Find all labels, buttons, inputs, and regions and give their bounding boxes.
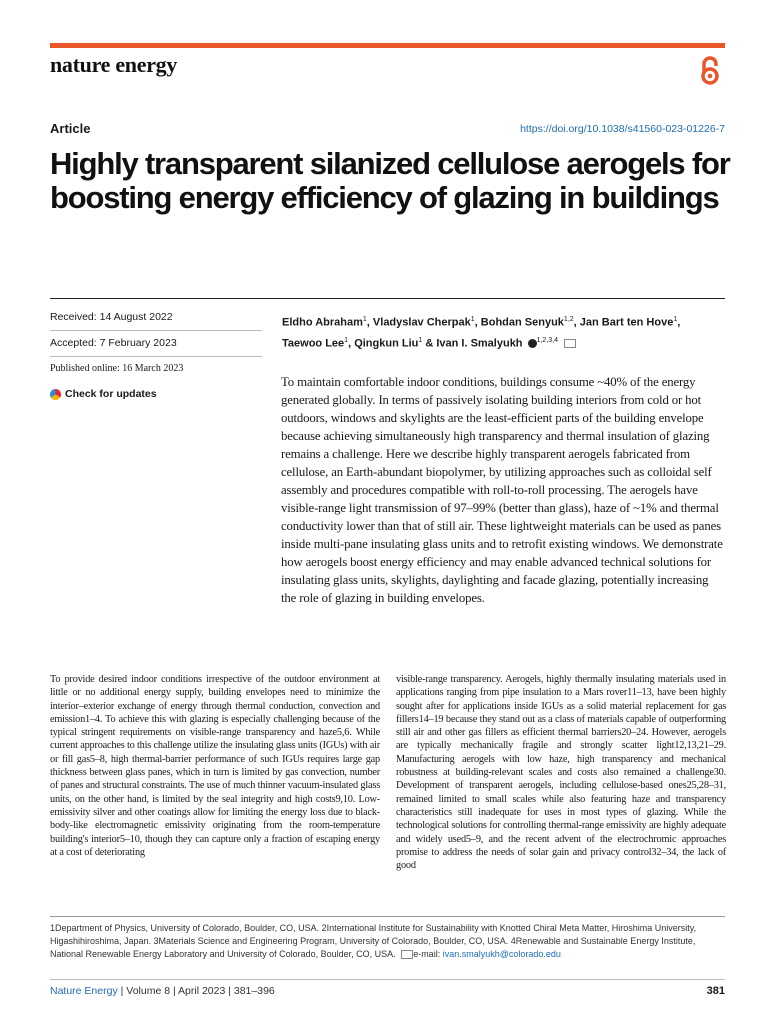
author-name[interactable]: Ivan I. Smalyukh [436,337,523,350]
title-divider [50,298,725,299]
author-name[interactable]: Vladyslav Cherpak [372,316,471,329]
orcid-icon[interactable] [528,339,537,348]
crossmark-icon [50,389,61,400]
page-number: 381 [706,985,725,997]
abstract: To maintain comfortable indoor conditions, buildings consume ~40% of the energy generated globally. In terms of passively isolating building interiors from cold or hot outdoors, windows and skylights are the least-efficient parts of the building envelope because achieving simultaneously high transparency and thermal insulation of glazing remains a challenge. Here we describe highly transparent aerogels fabricated from cellulose, an Earth-abundant biopolymer, by utilizing approaches such as colloidal self assembly and procedures compatible with roll-to-roll processing. The aerogels have visible-range light transmission of 97–99% (better than glass), haze of ~1% and thermal conductivity lower than that of still air. These lightweight materials can be used as panes inside multi-pane insulating glass units and to retrofit existing windows. We demonstrate how aerogels boost energy efficiency and may enable advanced technical solutions for insulating glass units, skylights, daylighting and facade glazing, potentially increasing the role of glazing in building envelopes. [281,375,723,605]
open-access-lock-icon [697,56,723,86]
email-envelope-icon[interactable] [564,339,576,348]
doi-link[interactable]: https://doi.org/10.1038/s41560-023-01226-7 [520,123,725,135]
footer-divider [50,979,725,980]
author-name[interactable]: Bohdan Senyuk [480,316,564,329]
body-column-left: To provide desired indoor conditions irrespective of the outdoor environment at little or no additional energy supply, building envelopes need to minimize the interior–exterior exchange of energy through thermal conduction, convection and emission1–4. To achieve this with glazing is especially challenging because of the typical stringent requirements on visible-range transparency and haze5,6. While current approaches to this challenge utilize the insulating glass units (IGUs) with air or fill gas5–8, high thermal-barrier performance of such IGUs requires large gap thickness between glass panes, which in turn is limited by gas convection, number of panes and structural constraints. The use of much thinner vacuum-insulated glass units, on the other hand, is limited by the seal integrity and high costs9,10. Low-emissivity silver and other coatings allow for limiting the energy loss due to black-body-like electromagnetic emissivity originating from the room-temperature building's interior5–10, though they can capture only a fraction of escaping energy at a cost of deteriorating [50,674,380,858]
article-title: Highly transparent silanized cellulose aerogels for boosting energy efficiency of glazing in buildings [50,146,730,215]
footer-journal-link[interactable]: Nature Energy [50,985,118,997]
footer-citation: Nature Energy | Volume 8 | April 2023 | 381–396 [50,985,275,997]
received-date: Received: 14 August 2022 [50,311,262,331]
article-type-label: Article [50,121,91,136]
journal-name: nature energy [50,52,178,77]
body-column-right: visible-range transparency. Aerogels, highly thermally insulating materials used in applications ranging from pipe insulation to a Mars rover11–13, have been highly sought after for applications inside IGUs as a solid material replacement for gas fillers14–19 because they stand out as a class of materials capable of outperforming still air and other gas fillers as efficient thermal barriers20–24. However, aerogels are typically mechanically fragile and strongly scatter light12,13,21–29. Manufacturing aerogels with low haze, high transparency and mechanical robustness at building-relevant scales and costs also remained a challenge30. Development of transparent aerogels, including cellulose-based ones25,28–31, remained limited to small scales while also featuring haze and transparency characteristics still inadequate for uses in most types of glazing. While the technological solutions for controlling thermal-range emissivity are highly adequate and widely used5–9, and the recent advent of the electrochromic approaches promise to address the needs of solar gain and privacy control32–34, the lack of good [396,674,726,872]
accepted-date: Accepted: 7 February 2023 [50,337,262,357]
header-accent-bar [50,43,725,48]
author-list: Eldho Abraham$^1$, Vladyslav Cherpak$^1$, Bohdan Senyuk$^{1,2}$, Jan Bart ten Hove$^1$, Taewoo Lee$^1$, Qingkun Liu$^1$ & Ivan I. Smalyukh $^{1,2,3,4}$ [282,316,681,350]
author-name[interactable]: Qingkun Liu [354,337,419,350]
author-email-link[interactable]: ivan.smalyukh@colorado.edu [442,949,561,959]
email-envelope-icon [401,950,413,959]
published-date: Published online: 16 March 2023 [50,363,184,374]
affiliations-footnote: 1Department of Physics, University of Colorado, Boulder, CO, USA. 2International Institute for Sustainability with Knotted Chiral Meta Matter, Hiroshima University, Higashihiroshima, Japan. 3Materials Science and Engineering Program, University of Colorado, Boulder, CO, USA. 4Renewable and Sustainable Energy Institute, National Renewable Energy Laboratory and University of Colorado, Boulder, CO, USA. e-mail: ivan.smalyukh@colorado.edu [50,923,697,959]
author-name[interactable]: Jan Bart ten Hove [579,316,674,329]
author-name[interactable]: Taewoo Lee [282,337,345,350]
author-name[interactable]: Eldho Abraham [282,316,363,329]
check-for-updates-label: Check for updates [65,388,157,400]
footnote-divider [50,916,725,917]
check-for-updates-button[interactable] [50,388,157,400]
